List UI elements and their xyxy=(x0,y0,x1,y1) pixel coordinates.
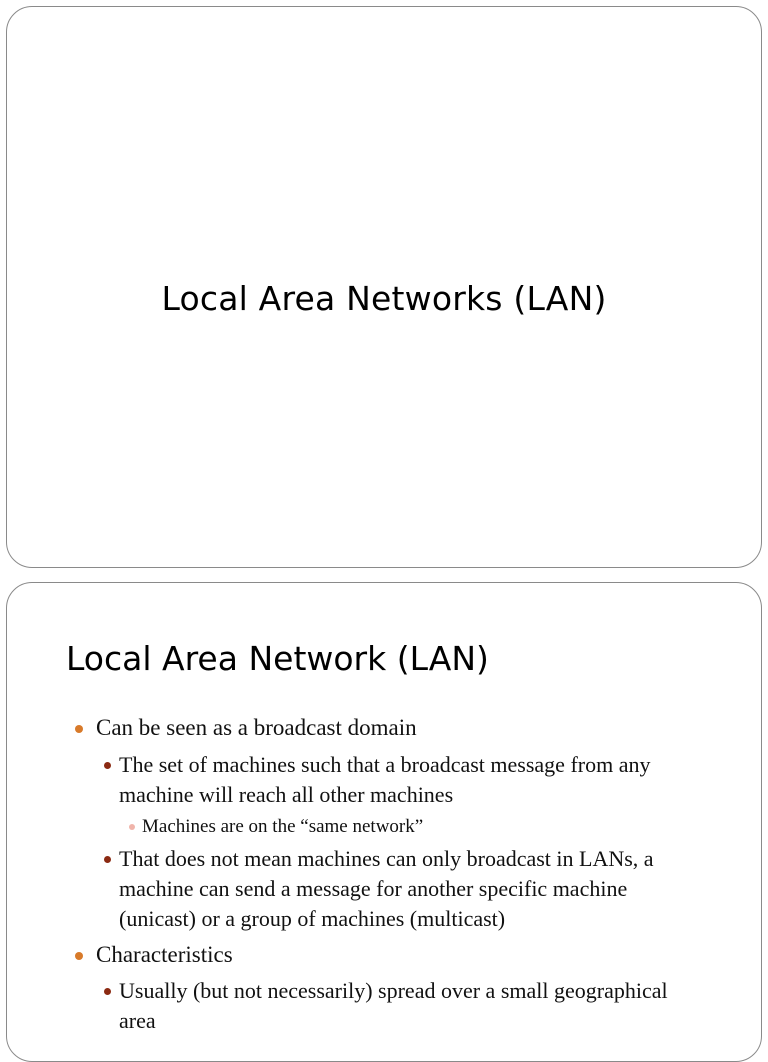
bullet-text: Machines are on the “same network” xyxy=(142,816,424,837)
bullet-item xyxy=(7,940,696,970)
slide-heading: Local Area Network (LAN) xyxy=(66,639,489,678)
slide-title-card xyxy=(6,6,762,568)
bullet-text: Can be seen as a broadcast domain xyxy=(96,715,417,740)
slide-title: Local Area Networks (LAN) xyxy=(161,279,607,318)
bullet-item xyxy=(7,976,699,1036)
bullet-item xyxy=(7,814,702,840)
bullet-icon xyxy=(104,762,111,769)
bullet-text: That does not mean machines can only broadcast in LANs, a machine can send a message for another specific machine (unicast) or a group of machines (multicast) xyxy=(119,846,654,931)
bullet-icon xyxy=(129,824,135,830)
bullet-item xyxy=(7,750,699,810)
bullet-text: Usually (but not necessarily) spread over a small geographical area xyxy=(119,978,668,1033)
bullet-item xyxy=(7,713,696,743)
bullet-icon xyxy=(104,988,111,995)
bullet-icon xyxy=(75,725,83,733)
bullet-item xyxy=(7,844,699,934)
slide-content-card xyxy=(6,582,762,1062)
bullet-list xyxy=(7,713,761,1036)
bullet-text: Characteristics xyxy=(96,942,233,967)
bullet-icon xyxy=(75,952,83,960)
bullet-icon xyxy=(104,856,111,863)
bullet-text: The set of machines such that a broadcast message from any machine will reach all other machines xyxy=(119,752,651,807)
